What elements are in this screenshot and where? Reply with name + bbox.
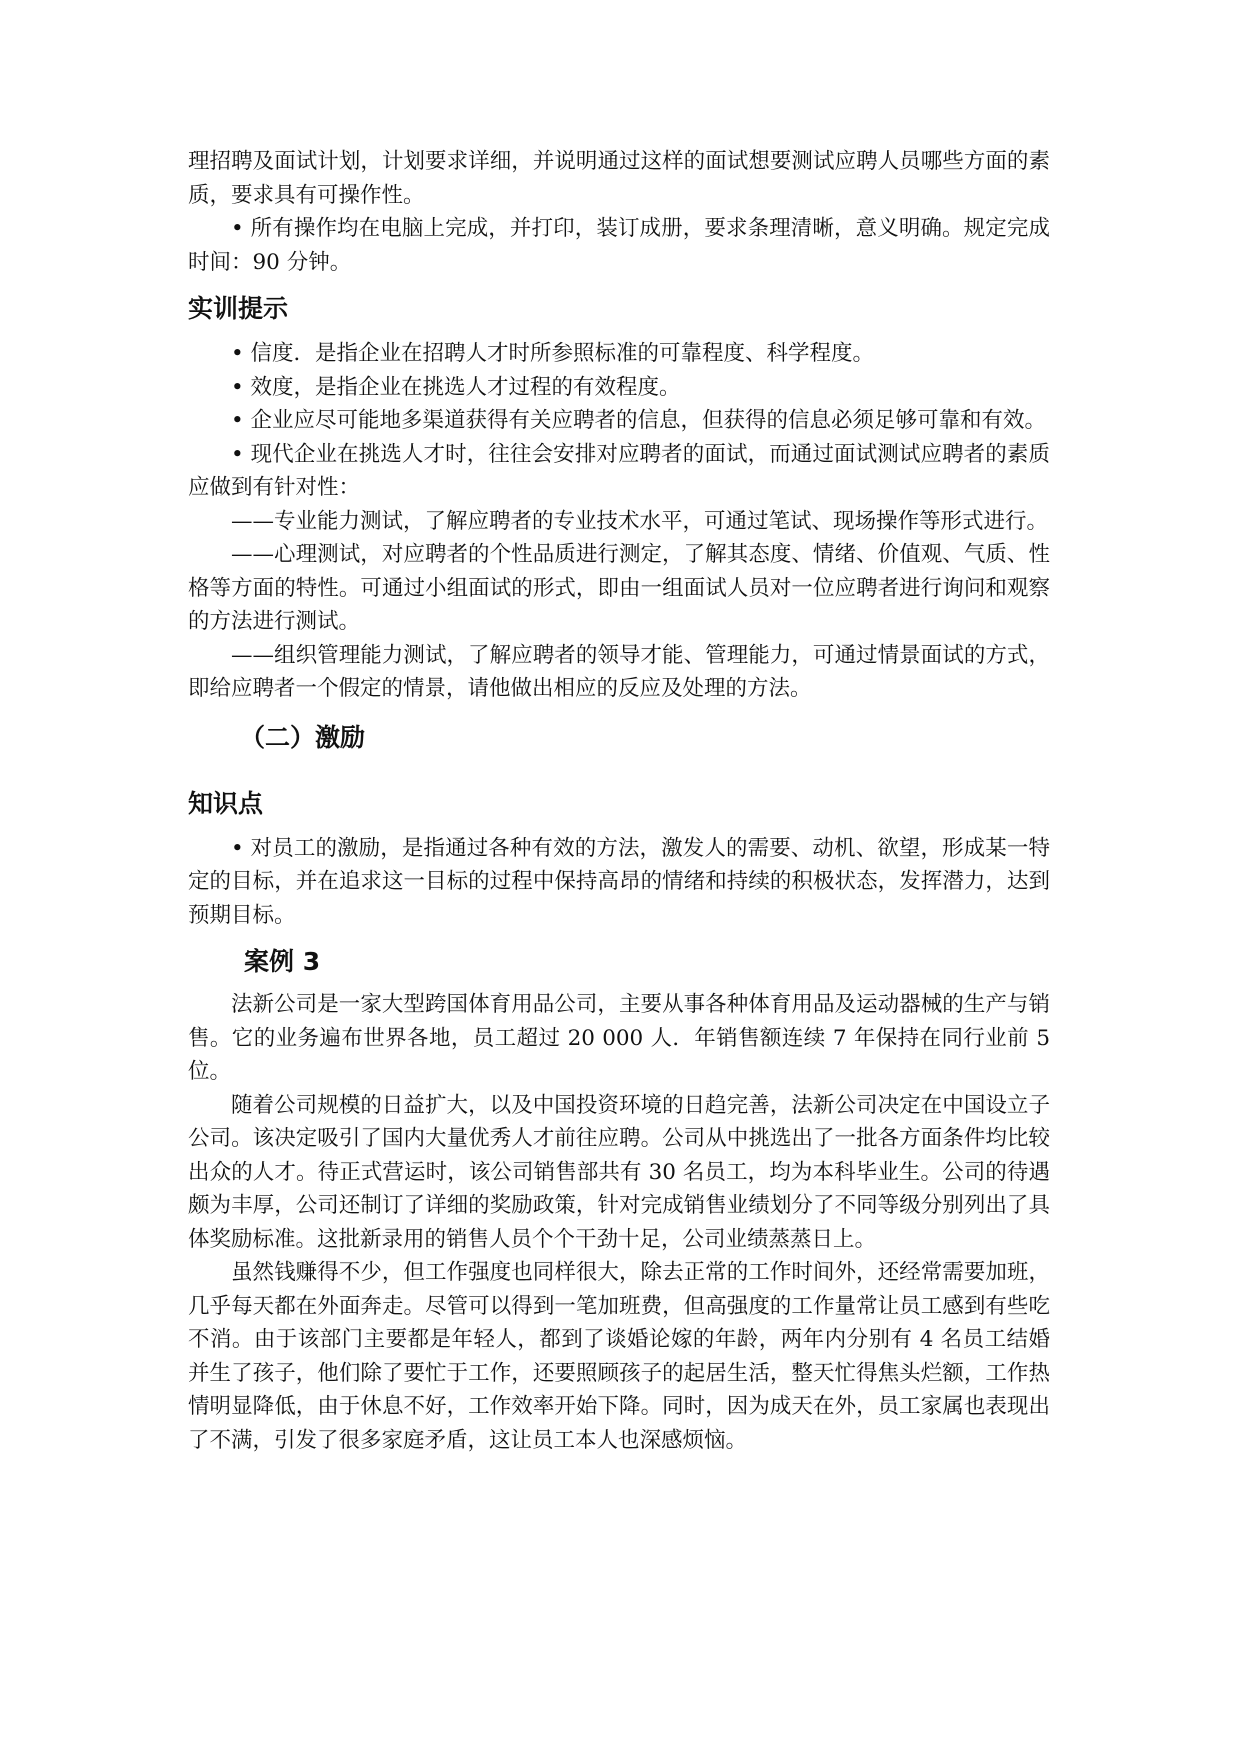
paragraph: • 所有操作均在电脑上完成，并打印，装订成册，要求条理清晰，意义明确。规定完成时间：90 分钟。 (188, 216, 1050, 275)
page-content (188, 145, 1050, 1457)
section-heading-case-3: 案例 3 (244, 947, 321, 976)
paragraph: 虽然钱赚得不少，但工作强度也同样很大，除去正常的工作时间外，还经常需要加班，几乎每天都在外面奔走。尽管可以得到一笔加班费，但高强度的工作量常让员工感到有些吃不消。由于该部门主要都是年轻人，都到了谈婚论嫁的年龄，两年内分别有 4 名员工结婚并生了孩子，他们除了要忙于工作，还要照顾孩子的起居生活，整天忙得焦头烂额，工作热情明显降低，由于休息不好，工作效率开始下降。同时，因为成天在外，员工家属也表现出了不满，引发了很多家庭矛盾，这让员工本人也深感烦恼。 (188, 1260, 1050, 1453)
paragraph: • 对员工的激励，是指通过各种有效的方法，激发人的需要、动机、欲望，形成某一特定的目标，并在追求这一目标的过程中保持高昂的情绪和持续的积极状态，发挥潜力，达到预期目标。 (188, 835, 1050, 928)
paragraph: ——专业能力测试，了解应聘者的专业技术水平，可通过笔试、现场操作等形式进行。 (231, 508, 1049, 534)
paragraph: 法新公司是一家大型跨国体育用品公司，主要从事各种体育用品及运动器械的生产与销售。它的业务遍布世界各地，员工超过 20 000 人．年销售额连续 7 年保持在同行业前 5 位。 (188, 992, 1050, 1084)
paragraph: • 信度．是指企业在招聘人才时所参照标准的可靠程度、科学程度。 (231, 341, 875, 366)
section-heading-knowledge-point: 知识点 (188, 788, 264, 818)
paragraph: • 现代企业在挑选人才时，往往会安排对应聘者的面试，而通过面试测试应聘者的素质应做到有针对性： (188, 441, 1050, 500)
section-heading-incentive: （二）激励 (240, 722, 366, 752)
paragraph: ——心理测试，对应聘者的个性品质进行测定，了解其态度、情绪、价值观、气质、性格等方面的特性。可通过小组面试的形式，即由一组面试人员对一位应聘者进行询问和观察的方法进行测试。 (188, 542, 1050, 634)
paragraph: • 企业应尽可能地多渠道获得有关应聘者的信息，但获得的信息必须足够可靠和有效。 (231, 408, 1047, 433)
paragraph: • 效度，是指企业在挑选人才过程的有效程度。 (231, 374, 681, 400)
paragraph: ——组织管理能力测试，了解应聘者的领导才能、管理能力，可通过情景面试的方式，即给应聘者一个假定的情景，请他做出相应的反应及处理的方法。 (188, 642, 1050, 701)
paragraph: 理招聘及面试计划，计划要求详细，并说明通过这样的面试想要测试应聘人员哪些方面的素质，要求具有可操作性。 (188, 149, 1050, 208)
paragraph: 随着公司规模的日益扩大，以及中国投资环境的日趋完善，法新公司决定在中国设立子公司。该决定吸引了国内大量优秀人才前往应聘。公司从中挑选出了一批各方面条件均比较出众的人才。待正式营运时，该公司销售部共有 30 名员工，均为本科毕业生。公司的待遇颇为丰厚，公司还制订了详细的奖励政策，针对完成销售业绩划分了不同等级分别列出了具体奖励标准。这批新录用的销售人员个个干劲十足，公司业绩蒸蒸日上。 (188, 1092, 1050, 1252)
section-heading-training-tips: 实训提示 (188, 294, 289, 323)
